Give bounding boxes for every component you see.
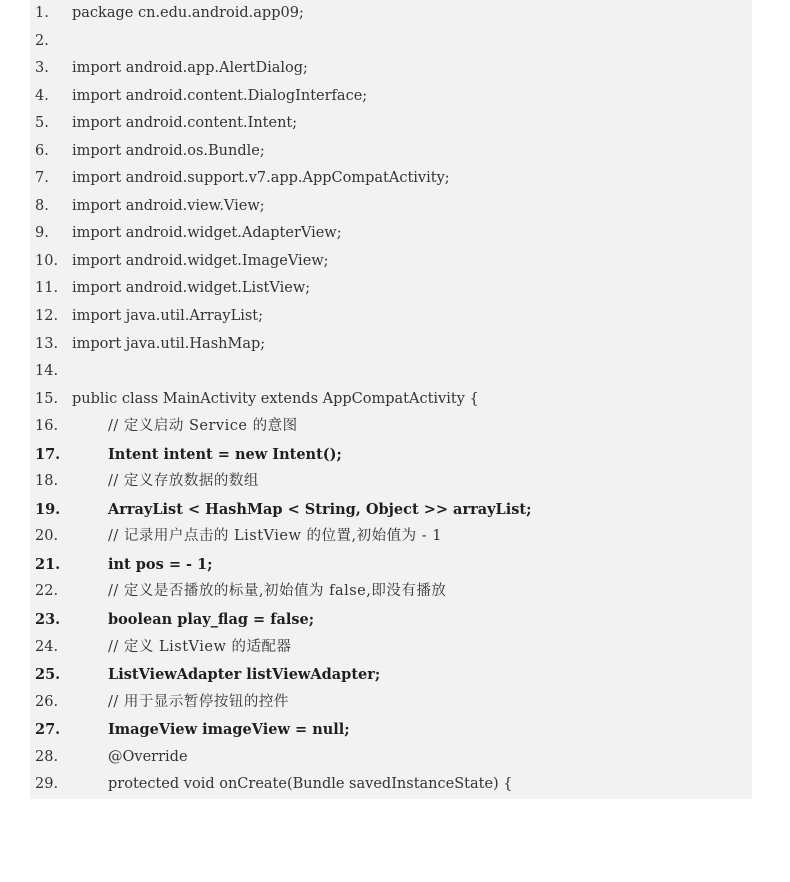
code-comment: // 用于显示暂停按钮的控件 (108, 693, 289, 710)
line-text: public class MainActivity extends AppCompatActivity { (72, 390, 479, 407)
code-line-23 (30, 606, 752, 634)
code-comment: // 定义启动 Service 的意图 (108, 418, 298, 435)
line-number: 8. (35, 197, 49, 214)
code-line-13 (30, 331, 752, 359)
line-number: 9. (35, 225, 49, 242)
code-comment: // 记录用户点击的 ListView 的位置,初始值为 - 1 (108, 528, 442, 545)
code-line-14 (30, 358, 752, 386)
line-number: 22. (35, 583, 59, 600)
line-number: 25. (35, 666, 61, 684)
code-line-7 (30, 165, 752, 193)
line-number: 5. (35, 115, 49, 132)
code-line-10 (30, 248, 752, 276)
code-line-17 (30, 441, 752, 469)
line-number: 23. (35, 611, 61, 629)
line-number: 12. (35, 308, 59, 325)
code-line-26 (30, 689, 752, 717)
line-number: 17. (35, 445, 61, 463)
line-text: import android.content.Intent; (72, 115, 298, 132)
line-number: 10. (35, 252, 59, 269)
line-number: 13. (35, 335, 59, 352)
code-line-19 (30, 496, 752, 524)
code-line-21 (30, 551, 752, 579)
line-number: 29. (35, 776, 59, 793)
line-text: @Override (108, 748, 188, 765)
line-number: 20. (35, 528, 59, 545)
code-line-3 (30, 55, 752, 83)
line-number: 4. (35, 87, 49, 104)
line-text: import android.support.v7.app.AppCompatActivity; (72, 170, 450, 187)
line-text: import android.app.AlertDialog; (72, 60, 308, 77)
line-text: import java.util.HashMap; (72, 335, 266, 352)
line-number: 26. (35, 693, 59, 710)
line-number: 16. (35, 418, 59, 435)
line-number: 7. (35, 170, 49, 187)
code-line-27 (30, 716, 752, 744)
line-text: boolean play_flag = false; (108, 611, 315, 629)
line-text: ImageView imageView = null; (108, 721, 350, 739)
line-text: import android.view.View; (72, 197, 265, 214)
line-number: 19. (35, 500, 61, 518)
line-number: 2. (35, 32, 49, 49)
line-number: 1. (35, 5, 49, 21)
line-text: import android.content.DialogInterface; (72, 87, 368, 104)
code-comment: // 定义 ListView 的适配器 (108, 638, 292, 655)
line-number: 15. (35, 390, 59, 407)
line-number: 27. (35, 721, 61, 739)
code-lines (30, 0, 752, 799)
line-text: Intent intent = new Intent(); (108, 445, 342, 463)
code-line-20 (30, 523, 752, 551)
code-line-22 (30, 578, 752, 606)
code-line-18 (30, 468, 752, 496)
line-number: 3. (35, 60, 49, 77)
line-text: import android.widget.ImageView; (72, 252, 329, 269)
code-line-2 (30, 28, 752, 56)
code-line-12 (30, 303, 752, 331)
code-line-1 (30, 0, 752, 28)
code-line-28 (30, 744, 752, 772)
code-comment: // 定义存放数据的数组 (108, 473, 259, 490)
line-text: ArrayList < HashMap < String, Object >> arrayList; (108, 500, 532, 518)
line-number: 24. (35, 638, 59, 655)
code-line-6 (30, 138, 752, 166)
code-line-5 (30, 110, 752, 138)
code-line-8 (30, 193, 752, 221)
line-number: 6. (35, 142, 49, 159)
line-text: import android.os.Bundle; (72, 142, 265, 159)
line-number: 28. (35, 748, 59, 765)
line-number: 11. (35, 280, 59, 297)
line-text: protected void onCreate(Bundle savedInstanceState) { (108, 776, 513, 793)
line-text: ListViewAdapter listViewAdapter; (108, 666, 381, 684)
code-line-24 (30, 634, 752, 662)
line-text: package cn.edu.android.app09; (72, 5, 304, 21)
line-text: import java.util.ArrayList; (72, 308, 263, 325)
code-line-29 (30, 771, 752, 799)
line-text: import android.widget.ListView; (72, 280, 311, 297)
code-line-4 (30, 83, 752, 111)
code-line-15 (30, 386, 752, 414)
code-line-16 (30, 413, 752, 441)
code-line-25 (30, 661, 752, 689)
line-number: 14. (35, 363, 59, 380)
line-text: int pos = - 1; (108, 555, 213, 573)
line-number: 21. (35, 555, 61, 573)
code-comment: // 定义是否播放的标量,初始值为 false,即没有播放 (108, 583, 447, 600)
line-text: import android.widget.AdapterView; (72, 225, 342, 242)
code-line-11 (30, 275, 752, 303)
code-listing (30, 0, 752, 799)
line-number: 18. (35, 473, 59, 490)
code-line-9 (30, 220, 752, 248)
